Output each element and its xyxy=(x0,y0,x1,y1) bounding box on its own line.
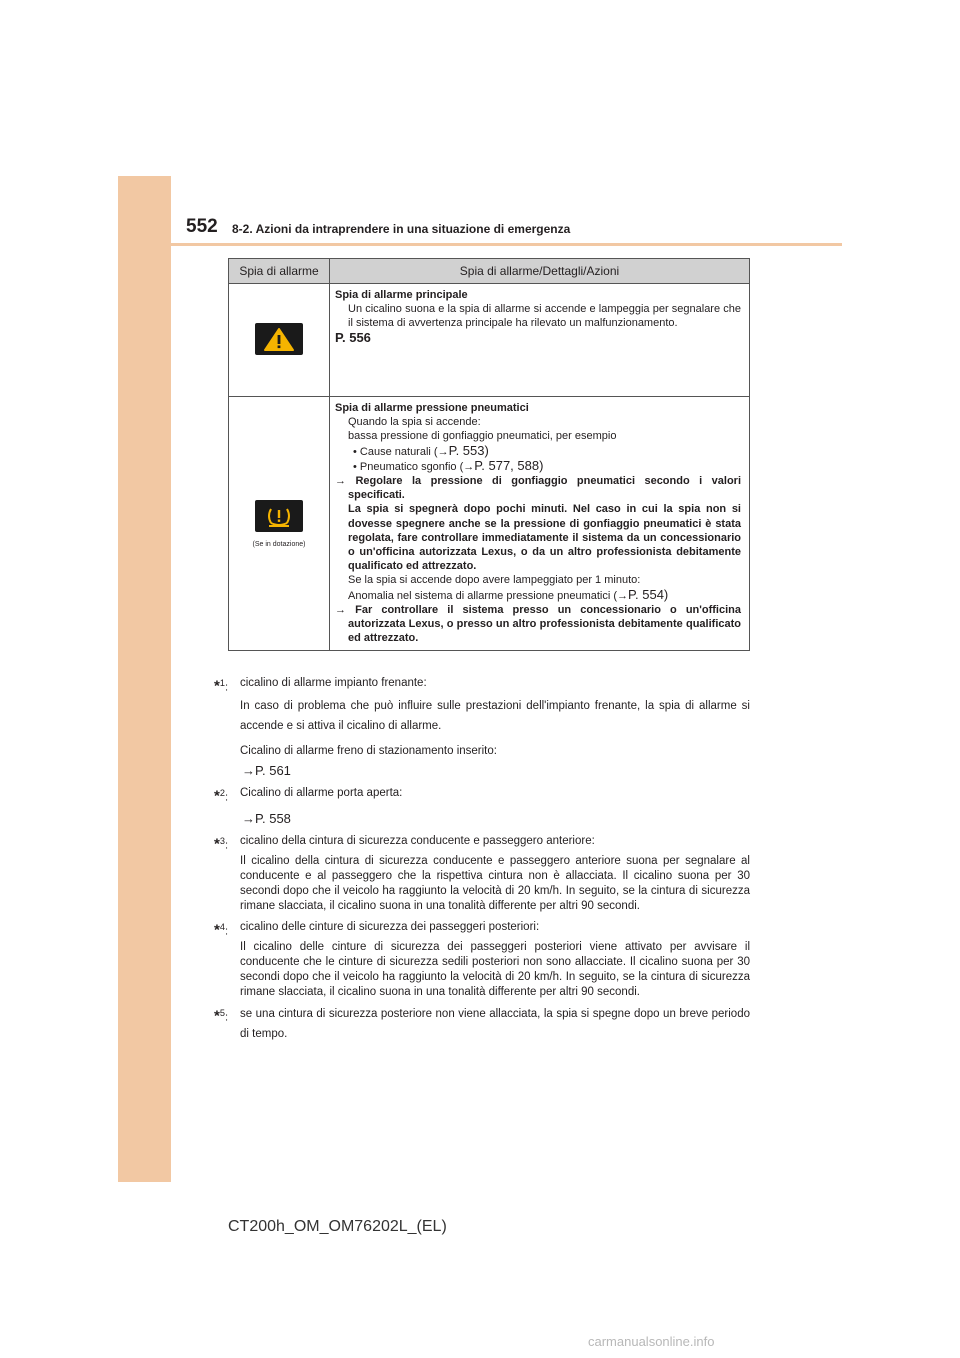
list-item: • Pneumatico sgonfio (→P. 577, 588) xyxy=(353,457,544,473)
master-warning-title: Spia di allarme principale xyxy=(335,289,468,301)
table-row xyxy=(229,284,750,397)
tire-pressure-title: Spia di allarme pressione pneumatici xyxy=(335,402,529,414)
footnote-text: Il cicalino della cintura di sicurezza conducente e passeggero anteriore suona per segnalare al conducente e al passeggero che la rispettiva cintura non è allacciata. Il cicalino suona per 30 secondi dopo che il veicolo ha raggiunto la velocità di 20 km/h. In seguito, se la cintura di sicurezza rimane slacciata, il cicalino suona in una tonalità differente per altri 90 secondi. xyxy=(240,855,750,912)
warning-light-table xyxy=(228,258,750,651)
blink-intro-text: Se la spia si accende dopo avere lampeggiato per 1 minuto: xyxy=(348,574,641,587)
action-check-system: → Far controllare il sistema presso un concessionario o un'officina autorizzata Lexus, o presso un altro professionista debitamente qualificato ed attrezzato. xyxy=(335,603,742,645)
footnotes xyxy=(214,674,750,1048)
page-reference-link[interactable]: P. 553) xyxy=(448,442,489,458)
footnote-4: *$^4$: cicalino delle cinture di sicurezza dei passeggeri posteriori: Il cicalino delle cinture di sicurezza dei passeggeri posteriori viene attivato per avvisare il conducente che le cinture di sicurezza sedili posteriori non sono allacciate. Il cicalino suona per 30 secondi dopo che il veicolo ha raggiunto la velocità di 20 km/h. In seguito, se la cintura di sicurezza rimane slacciata, il cicalino suona in una tonalità differente per altri 90 secondi. xyxy=(214,918,750,1000)
section-title: 8-2. Azioni da intraprendere in una situazione di emergenza xyxy=(232,222,571,236)
anomaly-text: Anomalia nel sistema di allarme pressione pneumatici (→P. 554) xyxy=(348,586,669,602)
footnote-3: *$^3$: cicalino della cintura di sicurezza conducente e passeggero anteriore: Il cicalino della cintura di sicurezza conducente e passeggero anteriore suona per segnalare al conducente e al passeggero che la rispettiva cintura non è allacciata. Il cicalino suona per 30 secondi dopo che il veicolo ha raggiunto la velocità di 20 km/h. In seguito, se la cintura di sicurezza rimane slacciata, il cicalino suona in una tonalità differente per altri 90 secondi. xyxy=(214,832,750,914)
footnote-title: cicalino della cintura di sicurezza conducente e passeggero anteriore: xyxy=(240,835,595,847)
optional-equipment-caption: (Se in dotazione) xyxy=(252,540,306,548)
table-header-row xyxy=(229,259,750,284)
master-warning-triangle-icon xyxy=(255,323,303,355)
footnote-text: Il cicalino delle cinture di sicurezza dei passeggeri posteriori viene attivato per avvisare il conducente che le cinture di sicurezza sedili posteriori non sono allacciate. Il cicalino suona per 30 secondi dopo che il veicolo ha raggiunto la velocità di 20 km/h. In seguito, se la cintura di sicurezza rimane slacciata, il cicalino suona in una tonalità differente per altri 90 secondi. xyxy=(240,941,750,998)
watermark: carmanualsonline.info xyxy=(588,1334,715,1349)
action-adjust-pressure: → Regolare la pressione di gonfiaggio pneumatici secondo i valori specificati. La spia si spegnerà dopo pochi minuti. Nel caso in cui la spia non si dovesse spegnere anche se la pressione di gonfiaggio pneumatici è stata regolata, fare controllare immediatamente il sistema da un concessionario o un'officina autorizzata Lexus, o da un altro professionista debitamente qualificato ed attrezzato. xyxy=(335,475,741,573)
action-adjust-detail: La spia si spegnerà dopo pochi minuti. Nel caso in cui la spia non si dovesse spegnere anche se la pressione di gonfiaggio pneumatici è stata regolata, fare controllare immediatamente il sistema da un concessionario o un'officina autorizzata Lexus, o da un altro professionista debitamente qualificato ed attrezzato. xyxy=(348,503,741,573)
tire-pressure-description xyxy=(330,397,750,651)
footnote-2: *$^2$: Cicalino di allarme porta aperta: →P. 558 xyxy=(214,784,750,828)
master-warning-ref xyxy=(335,331,741,346)
footnote-text: se una cintura di sicurezza posteriore non viene allacciata, la spia si spegne dopo un breve periodo di tempo. xyxy=(240,1008,750,1040)
when-on-text: Quando la spia si accende: xyxy=(348,416,481,429)
table-row xyxy=(229,397,750,651)
chapter-side-tab xyxy=(118,176,171,1182)
master-warning-description xyxy=(330,284,750,397)
list-item: • Cause naturali (→P. 553) xyxy=(353,442,489,458)
page-reference-link[interactable]: P. 556 xyxy=(335,329,371,345)
master-warning-text: Un cicalino suona e la spia di allarme si accende e lampeggia per segnalare che il sistema di avvertenza principale ha rilevato un malfunzionamento. xyxy=(348,303,741,330)
page-number: 552 xyxy=(186,216,218,237)
icon-cell xyxy=(229,397,330,651)
footnote-title: cicalino di allarme impianto frenante: xyxy=(240,677,427,689)
document-code: CT200h_OM_OM76202L_(EL) xyxy=(228,1218,447,1235)
footnote-title: cicalino delle cinture di sicurezza dei passeggeri posteriori: xyxy=(240,921,540,933)
tire-pressure-warning-icon xyxy=(255,500,303,532)
cause-intro-text: bassa pressione di gonfiaggio pneumatici, per esempio xyxy=(348,430,617,443)
page-reference-link[interactable]: P. 554) xyxy=(628,586,669,602)
footnote-text: Cicalino di allarme freno di stazionamento inserito: xyxy=(240,745,497,757)
col-header-light: Spia di allarme xyxy=(229,259,330,284)
page-reference-link[interactable]: →P. 558 xyxy=(242,811,291,826)
footnote-text: In caso di problema che può influire sulle prestazioni dell'impianto frenante, la spia di allarme si accende e si attiva il cicalino di allarme. xyxy=(240,700,750,732)
footnote-5: *$^5$: se una cintura di sicurezza posteriore non viene allacciata, la spia si spegne dopo un breve periodo di tempo. xyxy=(214,1004,750,1044)
col-header-details: Spia di allarme/Dettagli/Azioni xyxy=(330,259,750,284)
header-rule xyxy=(171,243,842,246)
footnote-title: Cicalino di allarme porta aperta: xyxy=(240,787,403,799)
footnote-1: *$^1$: cicalino di allarme impianto frenante: In caso di problema che può influire sulle prestazioni dell'impianto frenante, la spia di allarme si accende e si attiva il cicalino di allarme. Cicalino di allarme freno di stazionamento inserito: →P. 561 xyxy=(214,674,750,780)
icon-cell xyxy=(229,284,330,397)
page-reference-link[interactable]: →P. 561 xyxy=(242,763,291,778)
page-reference-link[interactable]: P. 577, 588) xyxy=(474,457,544,473)
